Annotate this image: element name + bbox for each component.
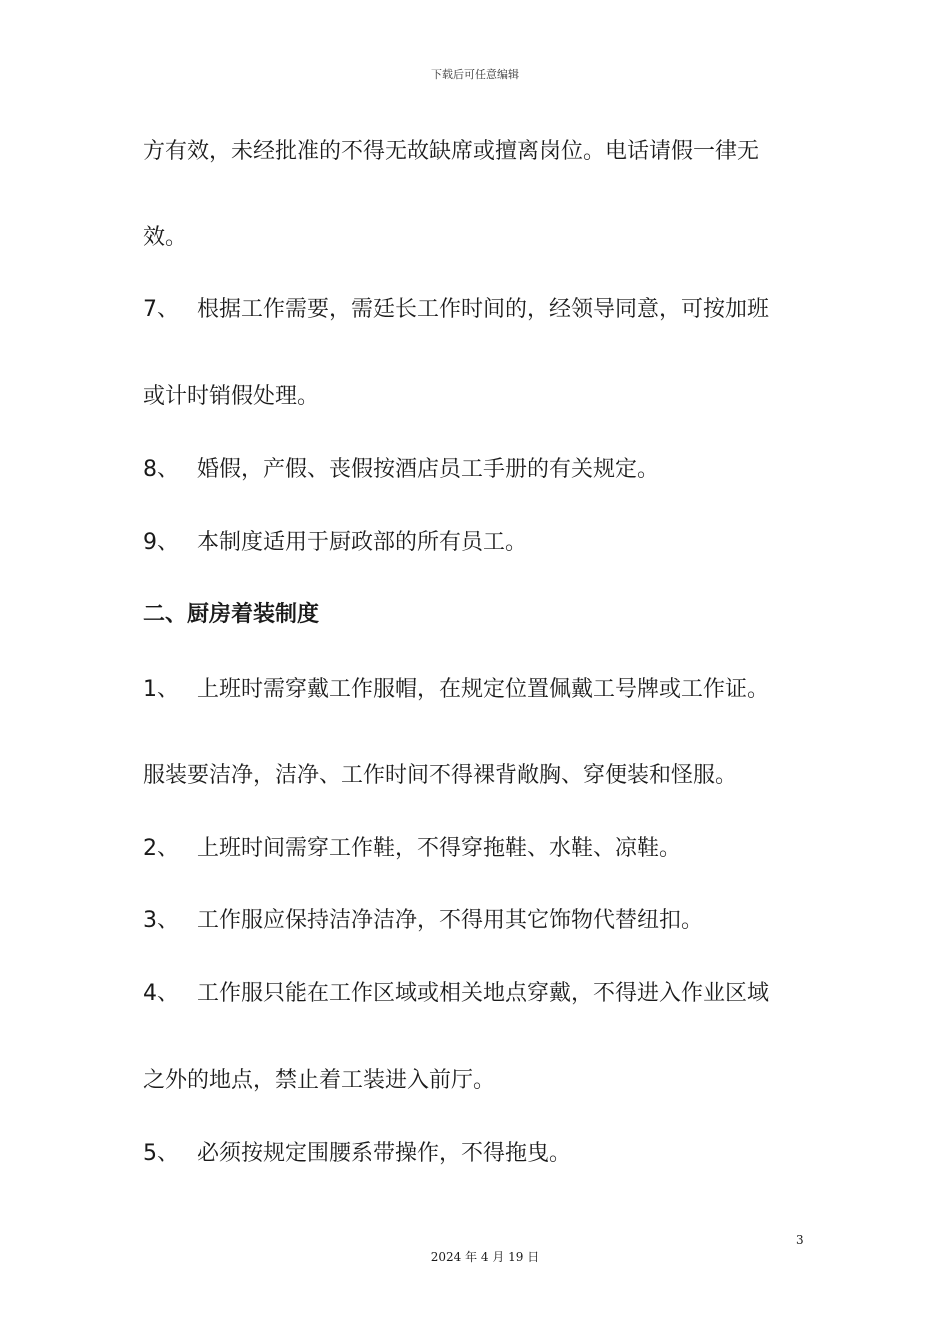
list-item-text: 本制度适用于厨政部的所有员工。: [197, 530, 528, 555]
list-item-text: 根据工作需要，需廷长工作时间的，经领导同意，可按加班: [197, 297, 770, 322]
list-item-3: [143, 906, 703, 936]
list-number: 1、: [143, 677, 179, 702]
list-item-text: 工作服应保持洁净洁净，不得用其它饰物代替纽扣。: [197, 908, 704, 933]
list-number: 3、: [143, 908, 179, 933]
list-item-text: 上班时间需穿工作鞋，不得穿拖鞋、水鞋、凉鞋。: [197, 836, 682, 861]
list-item-text: 必须按规定围腰系带操作，不得拖曳。: [197, 1141, 572, 1166]
list-item-9: [143, 528, 527, 558]
list-item-2: [143, 834, 681, 864]
list-item-text: 婚假，产假、丧假按酒店员工手册的有关规定。: [197, 457, 660, 482]
list-number: 5、: [143, 1141, 179, 1166]
body-line: [143, 1066, 495, 1096]
list-number: 7、: [143, 297, 179, 322]
page-header: 下载后可任意编辑: [431, 68, 519, 81]
list-number: 9、: [143, 530, 179, 555]
list-item-text: 上班时需穿戴工作服帽，在规定位置佩戴工号牌或工作证。: [197, 677, 770, 702]
list-item-1: [143, 675, 769, 705]
body-line-text: 方有效，未经批准的不得无故缺席或擅离岗位。电话请假一律无: [143, 139, 760, 164]
list-number: 4、: [143, 981, 179, 1006]
section-heading: [143, 600, 319, 630]
list-item-8: [143, 455, 659, 485]
section-heading-text: 二、厨房着装制度: [143, 602, 320, 627]
list-item-4: [143, 979, 769, 1009]
footer-date: 2024 年 4 月 19 日: [430, 1250, 540, 1264]
body-line: [143, 761, 737, 791]
body-line-text: 效。: [143, 225, 188, 250]
page-number: 3: [796, 1233, 804, 1247]
list-item-5: [143, 1139, 571, 1169]
body-line-text: 之外的地点，禁止着工装进入前厅。: [143, 1068, 496, 1093]
body-line: [143, 382, 319, 412]
body-line-text: 或计时销假处理。: [143, 384, 320, 409]
list-item-text: 工作服只能在工作区域或相关地点穿戴，不得进入作业区域: [197, 981, 770, 1006]
body-line: [143, 137, 759, 167]
body-line: [143, 223, 187, 253]
list-number: 2、: [143, 836, 179, 861]
body-line-text: 服装要洁净，洁净、工作时间不得裸背敞胸、穿便装和怪服。: [143, 763, 738, 788]
list-item-7: [143, 295, 769, 325]
list-number: 8、: [143, 457, 179, 482]
